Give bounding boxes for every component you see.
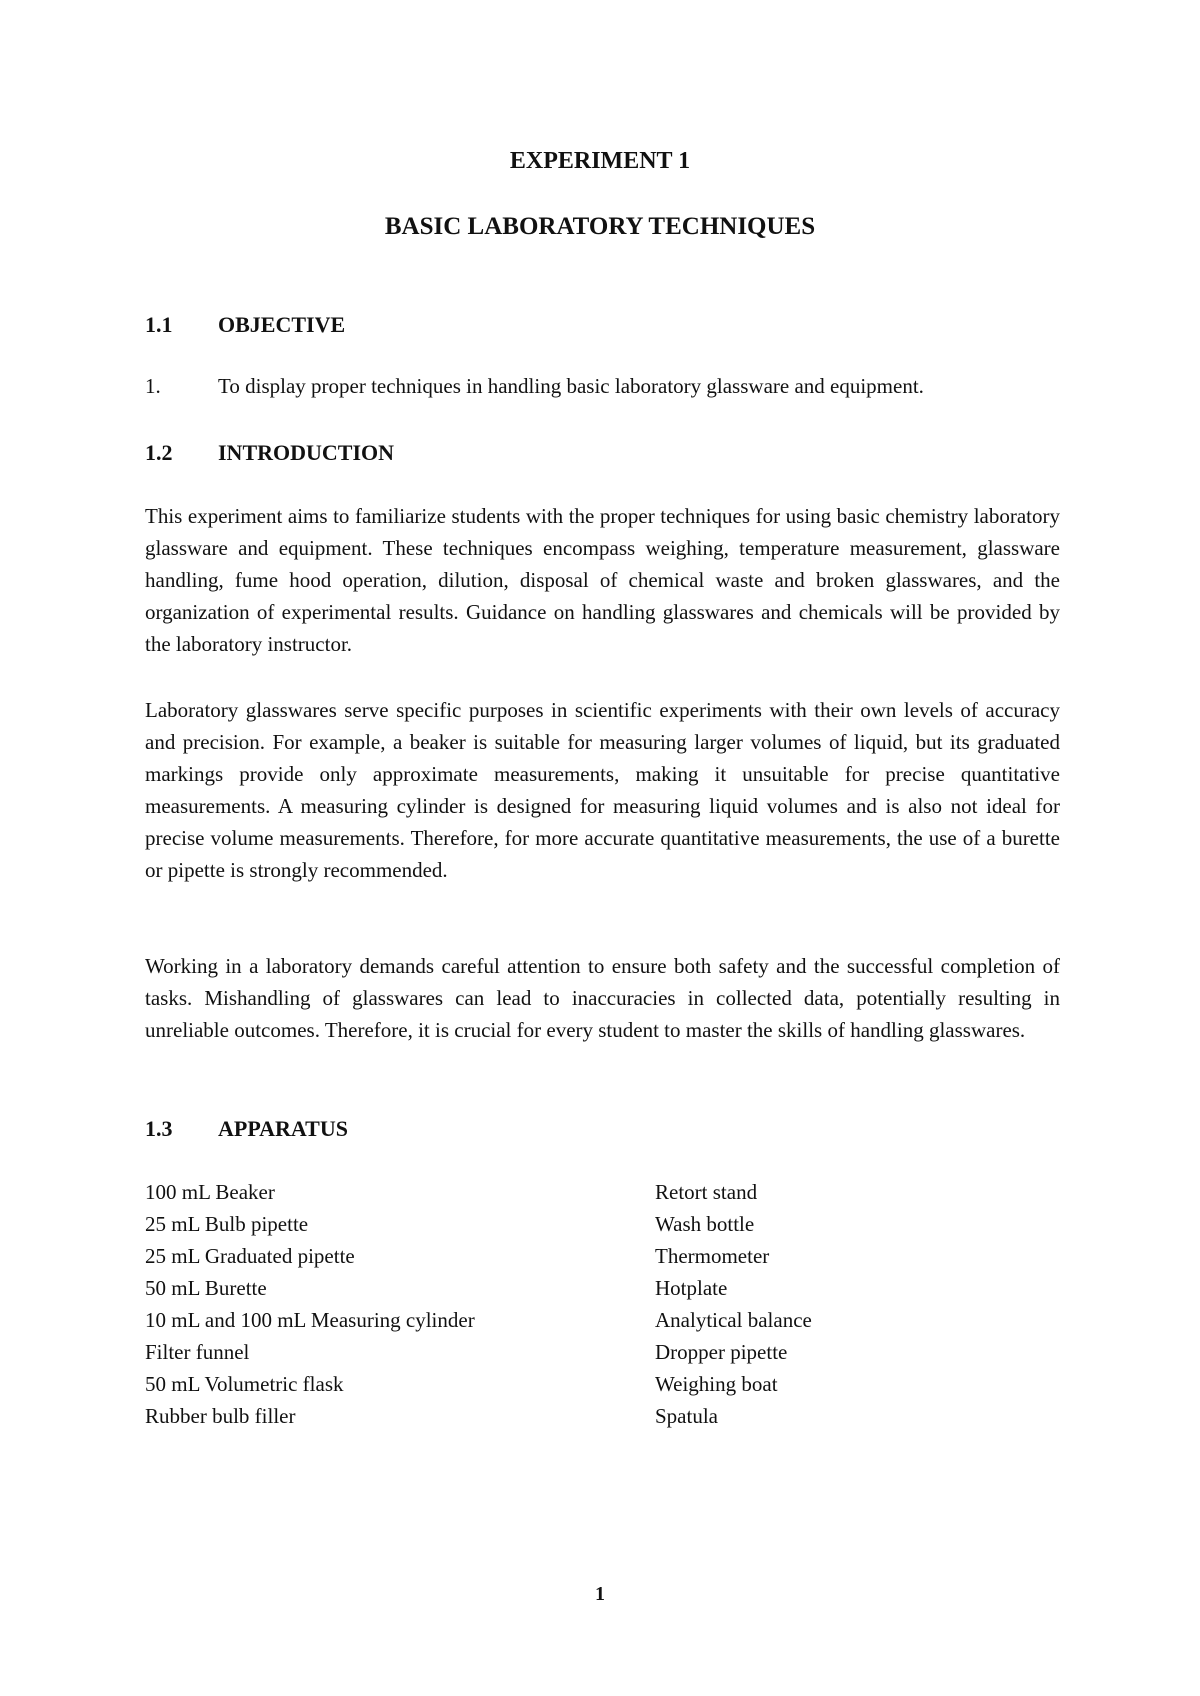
apparatus-item: Spatula — [655, 1404, 718, 1428]
objective-heading — [145, 312, 345, 338]
section-title: INTRODUCTION — [218, 440, 395, 465]
apparatus-item: 50 mL Volumetric flask — [145, 1372, 344, 1396]
section-title: APPARATUS — [218, 1116, 348, 1141]
apparatus-item: Dropper pipette — [655, 1340, 788, 1364]
objective-item — [145, 374, 924, 399]
objective-item-text: To display proper techniques in handling basic laboratory glassware and equipment. — [218, 374, 924, 398]
apparatus-list-left — [145, 1176, 645, 1432]
apparatus-item: Weighing boat — [655, 1372, 778, 1396]
apparatus-item: Wash bottle — [655, 1212, 755, 1236]
apparatus-item: 50 mL Burette — [145, 1276, 267, 1300]
apparatus-item: Hotplate — [655, 1276, 728, 1300]
apparatus-heading — [145, 1116, 348, 1142]
apparatus-item: 100 mL Beaker — [145, 1180, 275, 1204]
apparatus-item: Retort stand — [655, 1180, 758, 1204]
section-number: 1.1 — [145, 312, 173, 337]
introduction-paragraph-2: Laboratory glasswares serve specific purposes in scientific experiments with their own levels of accuracy and precision. For example, a beaker is suitable for measuring larger volumes of liquid, but its graduated markings provide only approximate measurements, making it unsuitable for precise quantitative measurements. A measuring cylinder is designed for measuring liquid volumes and is also not ideal for precise volume measurements. Therefore, for more accurate quantitative measurements, the use of a burette or pipette is strongly recommended. — [145, 698, 1060, 882]
section-title: OBJECTIVE — [218, 312, 346, 337]
apparatus-item: 25 mL Graduated pipette — [145, 1244, 355, 1268]
apparatus-item: Analytical balance — [655, 1308, 812, 1332]
apparatus-item: Filter funnel — [145, 1340, 250, 1364]
apparatus-list-right — [655, 1176, 1055, 1432]
section-number: 1.2 — [145, 440, 173, 465]
introduction-paragraph-3: Working in a laboratory demands careful attention to ensure both safety and the successful completion of tasks. Mishandling of glasswares can lead to inaccuracies in collected data, potentially resulting in unreliable outcomes. Therefore, it is crucial for every student to master the skills of handling glasswares. — [145, 954, 1060, 1042]
apparatus-item: 10 mL and 100 mL Measuring cylinder — [145, 1308, 475, 1332]
introduction-heading — [145, 440, 394, 466]
page-number: 1 — [595, 1583, 605, 1605]
section-number: 1.3 — [145, 1116, 173, 1141]
apparatus-item: Rubber bulb filler — [145, 1404, 296, 1428]
apparatus-item: Thermometer — [655, 1244, 770, 1268]
apparatus-item: 25 mL Bulb pipette — [145, 1212, 309, 1236]
objective-item-number: 1. — [145, 374, 161, 398]
experiment-label: EXPERIMENT 1 — [509, 148, 691, 174]
document-title: BASIC LABORATORY TECHNIQUES — [384, 213, 816, 240]
introduction-paragraph-1: This experiment aims to familiarize students with the proper techniques for using basic chemistry laboratory glassware and equipment. These techniques encompass weighing, temperature measurement, glassware handling, fume hood operation, dilution, disposal of chemical waste and broken glasswares, and the organization of experimental results. Guidance on handling glasswares and chemicals will be provided by the laboratory instructor. — [145, 504, 1060, 656]
